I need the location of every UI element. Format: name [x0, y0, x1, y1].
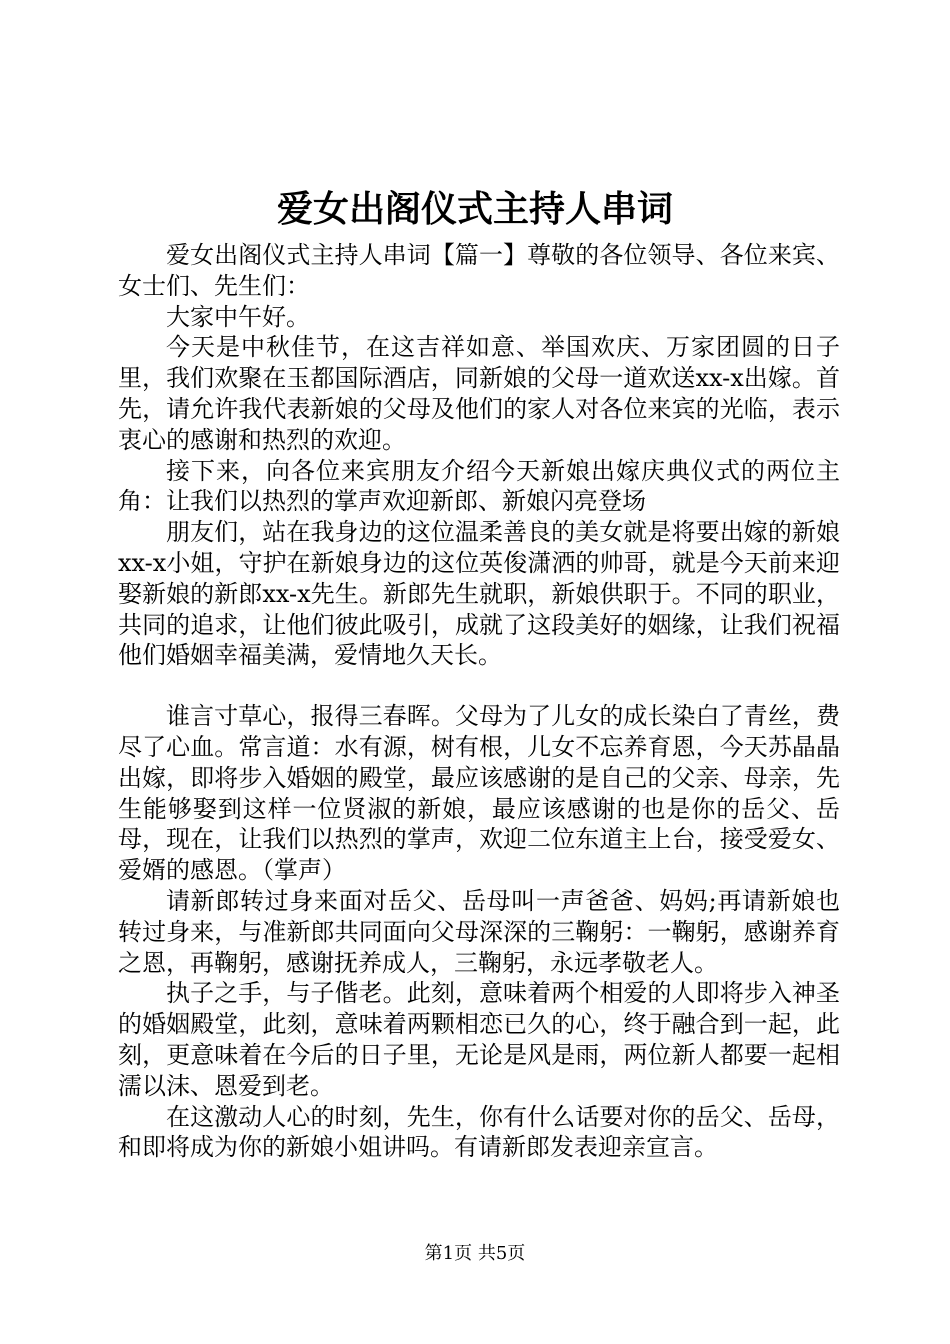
paragraph: 谁言寸草心，报得三春晖。父母为了儿女的成长染白了青丝，费尽了心血。常言道：水有源，树有根，儿女不忘养育恩，今天苏晶晶出嫁，即将步入婚姻的殿堂，最应该感谢的是自己的父亲、母亲，先生能够娶到这样一位贤淑的新娘，最应该感谢的也是你的岳父、岳母，现在，让我们以热烈的掌声，欢迎二位东道主上台，接受爱女、爱婿的感恩。（掌声） [118, 702, 840, 885]
paragraph: 爱女出阁仪式主持人串词【篇一】尊敬的各位领导、各位来宾、女士们、先生们： [118, 241, 840, 300]
document-title: 爱女出阁仪式主持人串词 [276, 188, 673, 230]
paragraph: 接下来，向各位来宾朋友介绍今天新娘出嫁庆典仪式的两位主角：让我们以热烈的掌声欢迎新郎、新娘闪亮登场 [118, 456, 840, 516]
paragraph: 朋友们，站在我身边的这位温柔善良的美女就是将要出嫁的新娘xx-x小姐，守护在新娘身边的这位英俊潇洒的帅哥，就是今天前来迎娶新娘的新郎xx-x先生。新郎先生就职，新娘供职于。不同的职业，共同的追求，让他们彼此吸引，成就了这段美好的姻缘，让我们祝福他们婚姻幸福美满，爱情地久天长。 [118, 518, 840, 670]
paragraph: 大家中午好。 [166, 302, 310, 331]
paragraph: 执子之手，与子偕老。此刻，意味着两个相爱的人即将步入神圣的婚姻殿堂，此刻，意味着两颗相恋已久的心，终于融合到一起，此刻，更意味着在今后的日子里，无论是风是雨，两位新人都要一起相濡以沫、恩爱到老。 [118, 979, 840, 1100]
paragraph: 请新郎转过身来面对岳父、岳母叫一声爸爸、妈妈;再请新娘也转过身来，与准新郎共同面向父母深深的三鞠躬：一鞠躬，感谢养育之恩，再鞠躬，感谢抚养成人，三鞠躬，永远孝敬老人。 [118, 886, 840, 977]
document-body [118, 240, 840, 1163]
page-footer: 第1页 共5页 [424, 1243, 526, 1264]
paragraph: 在这激动人心的时刻，先生，你有什么话要对你的岳父、岳母，和即将成为你的新娘小姐讲吗。有请新郎发表迎亲宣言。 [118, 1102, 840, 1162]
blank-line [118, 671, 840, 701]
paragraph: 今天是中秋佳节，在这吉祥如意、举国欢庆、万家团圆的日子里，我们欢聚在玉都国际酒店，同新娘的父母一道欢送xx-x出嫁。首先，请允许我代表新娘的父母及他们的家人对各位来宾的光临，表示衷心的感谢和热烈的欢迎。 [118, 333, 840, 454]
